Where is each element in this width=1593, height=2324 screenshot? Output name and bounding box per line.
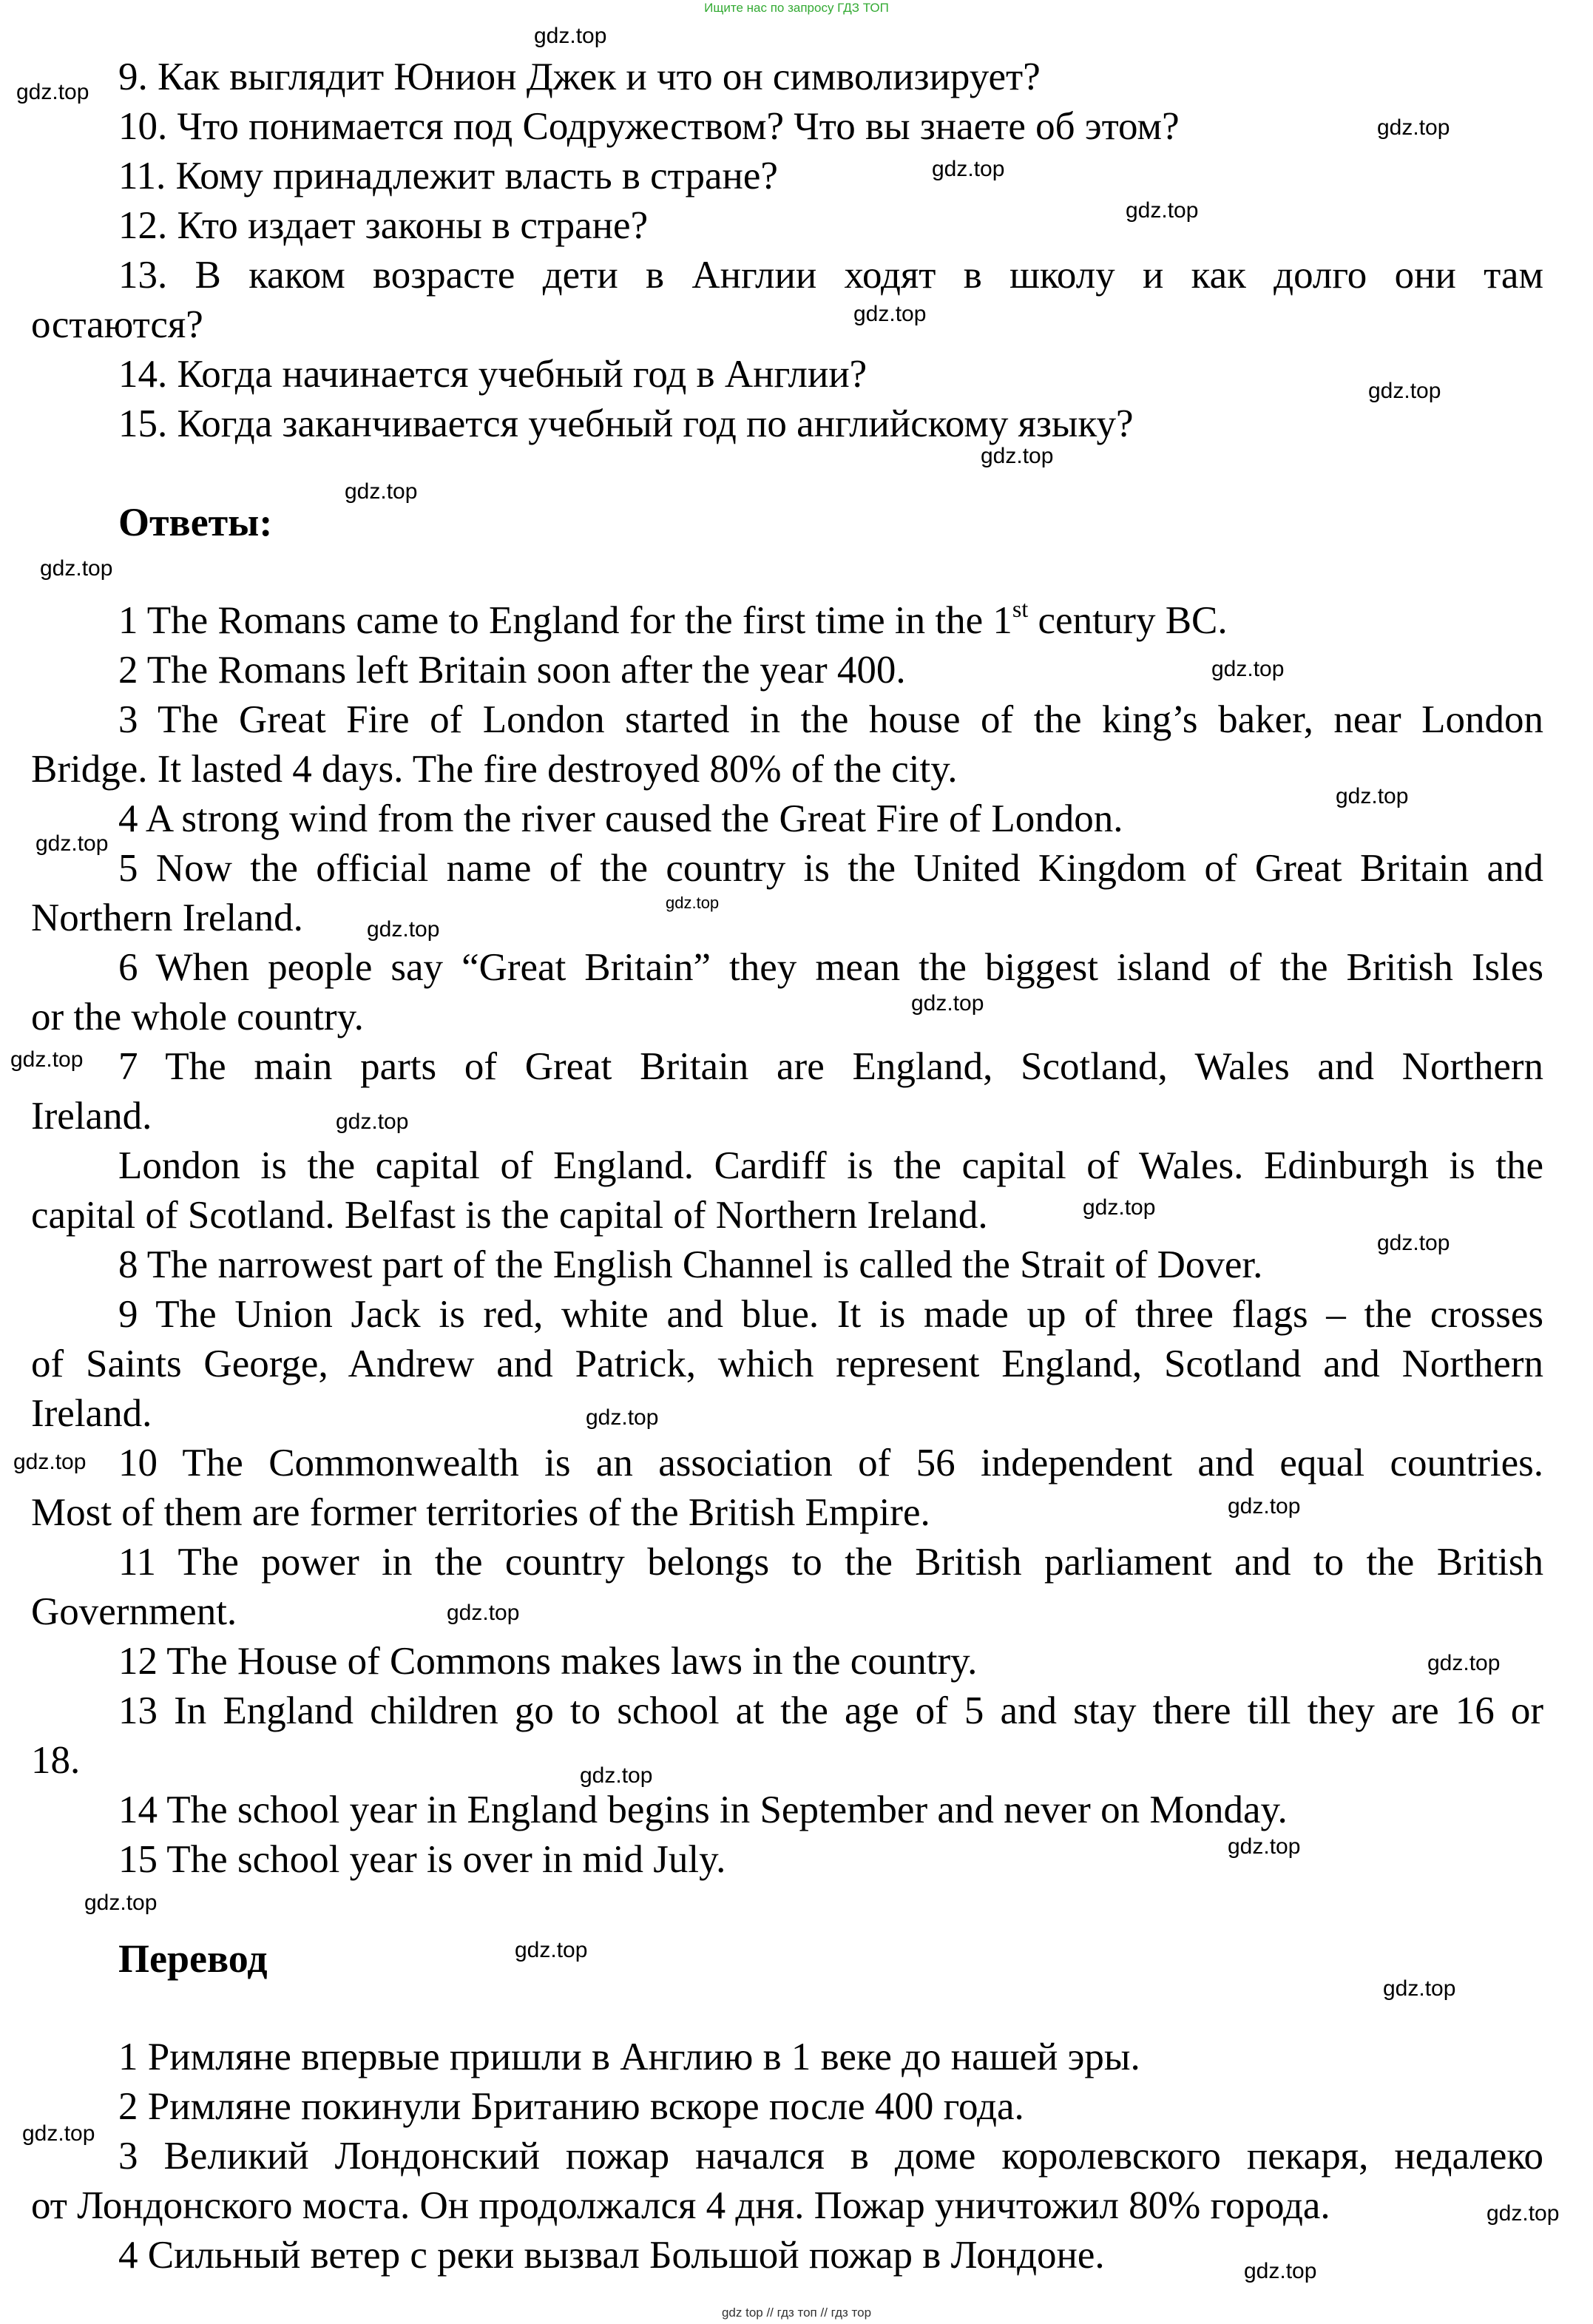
watermark: gdz.top [911, 991, 984, 1016]
watermark: gdz.top [447, 1601, 520, 1625]
watermark: gdz.top [1377, 1231, 1450, 1255]
answer-12: 12 The House of Commons makes laws in the country. [118, 1640, 978, 1683]
question-14: 14. Когда начинается учебный год в Англии? [118, 353, 867, 396]
watermark: gdz.top [1427, 1651, 1501, 1675]
answer-1-superscript: st [1012, 595, 1029, 622]
answer-11-line-2: Government. [31, 1590, 237, 1633]
watermark: gdz.top [10, 1047, 84, 1072]
answer-9-line-2: of Saints George, Andrew and Patrick, which represent England, Scotland and Northern [31, 1342, 1543, 1385]
watermark: gdz.top [1487, 2201, 1560, 2226]
answer-9-line-1: 9 The Union Jack is red, white and blue. It is made up of three flags – the crosses [118, 1293, 1543, 1336]
answer-10-line-2: Most of them are former territories of the British Empire. [31, 1491, 930, 1534]
watermark: gdz.top [666, 894, 720, 912]
answer-7b-line-2: capital of Scotland. Belfast is the capital of Northern Ireland. [31, 1194, 988, 1237]
answer-3-line-1: 3 The Great Fire of London started in the house of the king’s baker, near London [118, 698, 1543, 741]
watermark: gdz.top [1211, 657, 1285, 681]
answer-3-line-2: Bridge. It lasted 4 days. The fire destroyed 80% of the city. [31, 748, 958, 791]
watermark: gdz.top [853, 302, 927, 326]
answer-6-line-2: or the whole country. [31, 996, 364, 1038]
answer-15: 15 The school year is over in mid July. [118, 1838, 726, 1881]
watermark: gdz.top [84, 1891, 158, 1915]
answer-9-line-3: Ireland. [31, 1392, 152, 1435]
translation-3-line-2: от Лондонского моста. Он продолжался 4 дня. Пожар уничтожил 80% города. [31, 2184, 1330, 2227]
watermark: gdz.top [16, 80, 89, 104]
watermark: gdz.top [1383, 1976, 1456, 2001]
answer-1 [118, 595, 1228, 643]
answer-1-text-end: century BC. [1028, 599, 1228, 642]
answer-5-line-2: Northern Ireland. [31, 896, 303, 939]
answer-1-text: 1 The Romans came to England for the first time in the 1 [118, 599, 1012, 642]
question-9: 9. Как выглядит Юнион Джек и что он символизирует? [118, 55, 1041, 98]
watermark: gdz.top [1244, 2259, 1317, 2283]
answer-4: 4 A strong wind from the river caused the Great Fire of London. [118, 797, 1123, 840]
translation-1: 1 Римляне впервые пришли в Англию в 1 веке до нашей эры. [118, 2036, 1140, 2078]
watermark: gdz.top [1126, 198, 1199, 223]
question-10: 10. Что понимается под Содружеством? Что вы знаете об этом? [118, 105, 1180, 148]
translation-2: 2 Римляне покинули Британию вскоре после 400 года. [118, 2085, 1024, 2128]
watermark: gdz.top [932, 157, 1005, 181]
watermark: gdz.top [981, 444, 1054, 468]
answer-11-line-1: 11 The power in the country belongs to the British parliament and to the British [118, 1541, 1543, 1584]
watermark: gdz.top [1083, 1195, 1156, 1220]
question-11: 11. Кому принадлежит власть в стране? [118, 155, 778, 197]
watermark: gdz.top [40, 556, 113, 581]
answer-6-line-1: 6 When people say “Great Britain” they mean the biggest island of the British Isles [118, 946, 1543, 989]
watermark: gdz.top [1336, 784, 1409, 808]
watermark: gdz.top [336, 1109, 409, 1134]
answer-10-line-1: 10 The Commonwealth is an association of 56 independent and equal countries. [118, 1442, 1543, 1484]
answer-2: 2 The Romans left Britain soon after the year 400. [118, 649, 906, 692]
watermark: gdz.top [1368, 379, 1441, 403]
answers-heading: Ответы: [118, 500, 273, 544]
watermark: gdz.top [586, 1405, 659, 1430]
watermark: gdz.top [515, 1938, 588, 1962]
question-15: 15. Когда заканчивается учебный год по английскому языку? [118, 402, 1134, 445]
answer-7-line-2: Ireland. [31, 1095, 152, 1138]
question-13-line-1: 13. В каком возрасте дети в Англии ходят в школу и как долго они там [118, 254, 1543, 297]
answer-14: 14 The school year in England begins in September and never on Monday. [118, 1788, 1288, 1831]
top-banner: Ищите нас по запросу ГДЗ ТОП [704, 1, 889, 15]
answer-8: 8 The narrowest part of the English Channel is called the Strait of Dover. [118, 1243, 1263, 1286]
translation-heading: Перевод [118, 1936, 268, 1981]
watermark: gdz.top [534, 24, 607, 48]
answer-13-line-1: 13 In England children go to school at the age of 5 and stay there till they are 16 or [118, 1689, 1543, 1732]
bottom-banner: gdz top // гдз топ // гдз тор [721, 2306, 872, 2320]
watermark: gdz.top [22, 2121, 95, 2146]
answer-7-line-1: 7 The main parts of Great Britain are England, Scotland, Wales and Northern [118, 1045, 1543, 1088]
translation-3-line-1: 3 Великий Лондонский пожар начался в доме королевского пекаря, недалеко [118, 2135, 1543, 2178]
question-12: 12. Кто издает законы в стране? [118, 204, 649, 247]
answer-7b-line-1: London is the capital of England. Cardiff is the capital of Wales. Edinburgh is the [118, 1144, 1543, 1187]
watermark: gdz.top [580, 1763, 653, 1788]
watermark: gdz.top [1377, 115, 1450, 140]
question-13-line-2: остаются? [31, 303, 203, 346]
answer-13-line-2: 18. [31, 1739, 81, 1782]
watermark: gdz.top [35, 831, 109, 856]
watermark: gdz.top [1228, 1834, 1301, 1859]
answer-5-line-1: 5 Now the official name of the country is the United Kingdom of Great Britain and [118, 847, 1543, 890]
watermark: gdz.top [367, 917, 440, 942]
watermark: gdz.top [345, 479, 418, 504]
watermark: gdz.top [1228, 1494, 1301, 1519]
watermark: gdz.top [13, 1450, 87, 1474]
translation-4: 4 Сильный ветер с реки вызвал Большой пожар в Лондоне. [118, 2234, 1105, 2277]
